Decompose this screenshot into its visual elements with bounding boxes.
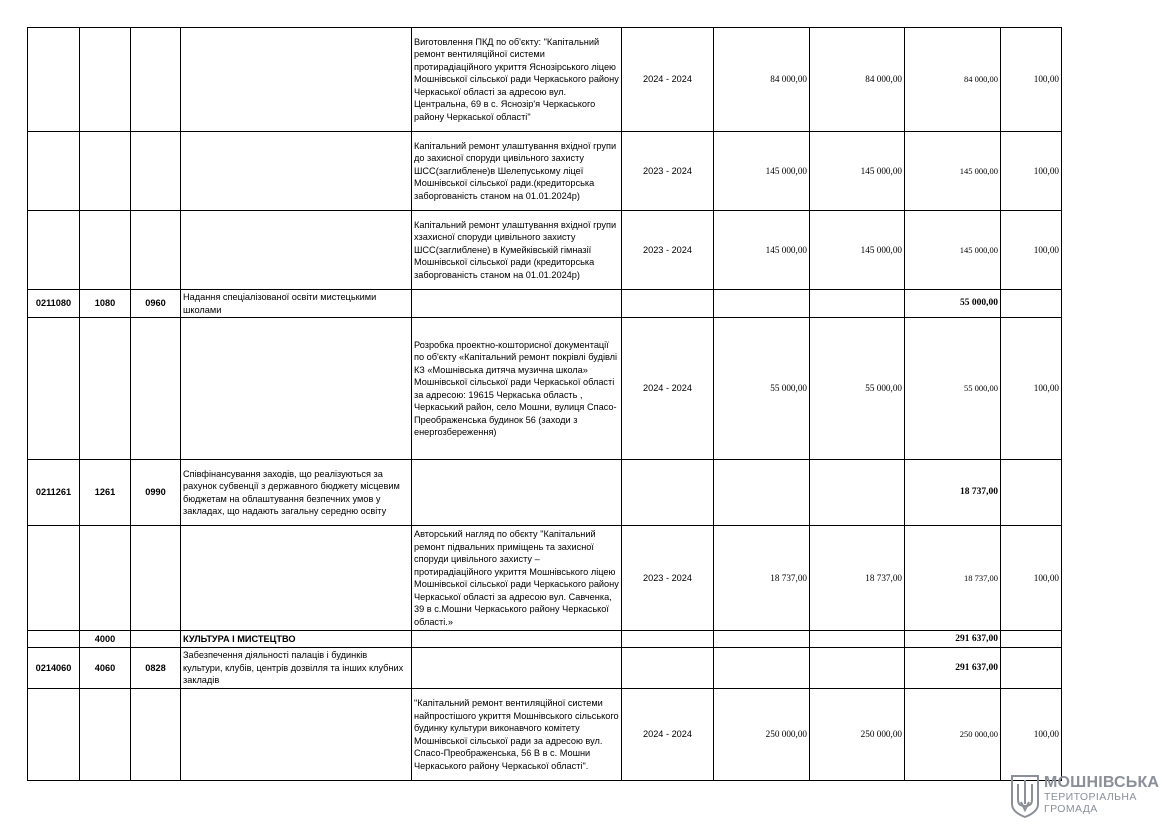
table-row — [28, 460, 1062, 526]
program-code — [28, 526, 80, 631]
table-row — [28, 631, 1062, 648]
table-row — [28, 648, 1062, 689]
program-name: Забезпечення діяльності палаців і будинків культури, клубів, центрів дозвілля та інших клубних закладів — [181, 648, 412, 689]
function-code — [80, 28, 131, 132]
allocated-amount: 84 000,00 — [905, 28, 1001, 132]
period: 2023 - 2024 — [622, 526, 714, 631]
program-code: 0211261 — [28, 460, 80, 526]
total-cost: 145 000,00 — [714, 211, 810, 290]
remaining-cost — [810, 460, 905, 526]
period — [622, 460, 714, 526]
total-cost: 250 000,00 — [714, 689, 810, 781]
remaining-cost: 18 737,00 — [810, 526, 905, 631]
object-description — [412, 631, 622, 648]
total-cost — [714, 631, 810, 648]
remaining-cost: 250 000,00 — [810, 689, 905, 781]
classification-code — [131, 631, 181, 648]
allocated-amount: 18 737,00 — [905, 460, 1001, 526]
object-description: Капітальний ремонт улаштування вхідної групи хзахисної споруди цивільного захисту ШСС(заглиблене) в Кумейківській гімназії Мошнівської сільської ради (кредиторська заборгованість станом на 01.01.2024р) — [412, 211, 622, 290]
function-code — [80, 211, 131, 290]
table-row — [28, 318, 1062, 460]
period — [622, 290, 714, 318]
allocated-amount: 250 000,00 — [905, 689, 1001, 781]
remaining-cost: 84 000,00 — [810, 28, 905, 132]
classification-code — [131, 689, 181, 781]
function-code — [80, 132, 131, 211]
period: 2023 - 2024 — [622, 211, 714, 290]
remaining-cost — [810, 290, 905, 318]
remaining-cost: 145 000,00 — [810, 211, 905, 290]
table-row — [28, 28, 1062, 132]
program-name — [181, 526, 412, 631]
program-name — [181, 211, 412, 290]
classification-code — [131, 526, 181, 631]
function-code: 4000 — [80, 631, 131, 648]
program-code — [28, 211, 80, 290]
classification-code: 0960 — [131, 290, 181, 318]
object-description: Авторський нагляд по обєкту "Капітальний ремонт підвальних приміщень та захисної споруди цивільного захисту – протирадіаційного укриття Мошнівського ліцею Мошнівської сільської ради Черкаського району Черкаської області за адресою вул. Савченка, 39 в с.Мошни Черкаського району Черкаської області.» — [412, 526, 622, 631]
period: 2024 - 2024 — [622, 28, 714, 132]
allocated-amount: 145 000,00 — [905, 211, 1001, 290]
object-description: "Капітальний ремонт вентиляційної системи найпростішого укриття Мошнівського сільського будинку культури виконавчого комітету Мошнівської сільської ради за адресою вул. Спасо-Преображенська, 56 В в с. Мошни Черкаського району Черкаської області". — [412, 689, 622, 781]
readiness-percent — [1001, 648, 1062, 689]
table-row — [28, 290, 1062, 318]
classification-code — [131, 132, 181, 211]
total-cost — [714, 460, 810, 526]
function-code — [80, 526, 131, 631]
function-code: 4060 — [80, 648, 131, 689]
program-code — [28, 318, 80, 460]
readiness-percent — [1001, 631, 1062, 648]
remaining-cost — [810, 648, 905, 689]
program-name — [181, 28, 412, 132]
program-name — [181, 689, 412, 781]
readiness-percent: 100,00 — [1001, 689, 1062, 781]
table-row — [28, 211, 1062, 290]
total-cost: 18 737,00 — [714, 526, 810, 631]
program-name: Надання спеціалізованої освіти мистецькими школами — [181, 290, 412, 318]
table-row — [28, 132, 1062, 211]
object-description — [412, 290, 622, 318]
total-cost — [714, 290, 810, 318]
trident-emblem-icon — [1010, 774, 1040, 818]
classification-code: 0828 — [131, 648, 181, 689]
logo-subtitle: ТЕРИТОРІАЛЬНА — [1044, 791, 1137, 803]
period: 2024 - 2024 — [622, 689, 714, 781]
program-name — [181, 132, 412, 211]
logo-title: МОШНІВСЬКА — [1044, 774, 1160, 791]
object-description: Виготовлення ПКД по об'єкту: "Капітальний ремонт вентиляційної системи протирадіаційного укриття Яснозірського ліцею Мошнівської сільської ради Черкаського району Черкаської області за адресою вул. Центральна, 69 в с. Яснозір'я Черкаського району Черкаської області" — [412, 28, 622, 132]
object-description — [412, 648, 622, 689]
classification-code — [131, 318, 181, 460]
readiness-percent: 100,00 — [1001, 28, 1062, 132]
allocated-amount: 291 637,00 — [905, 631, 1001, 648]
total-cost — [714, 648, 810, 689]
readiness-percent: 100,00 — [1001, 132, 1062, 211]
readiness-percent: 100,00 — [1001, 211, 1062, 290]
budget-table — [27, 27, 1062, 781]
period — [622, 631, 714, 648]
remaining-cost: 145 000,00 — [810, 132, 905, 211]
remaining-cost: 55 000,00 — [810, 318, 905, 460]
allocated-amount: 55 000,00 — [905, 290, 1001, 318]
program-name: Співфінансування заходів, що реалізуються за рахунок субвенції з державного бюджету місцевим бюджетам на облаштування безпечних умов у закладах, що надають загальну середню освіту — [181, 460, 412, 526]
allocated-amount: 55 000,00 — [905, 318, 1001, 460]
total-cost: 145 000,00 — [714, 132, 810, 211]
total-cost: 55 000,00 — [714, 318, 810, 460]
program-code — [28, 132, 80, 211]
classification-code: 0990 — [131, 460, 181, 526]
object-description: Капітальний ремонт улаштування вхідної групи до захисної споруди цивільного захисту ШСС(заглиблене)в Шелепуському ліцеї Мошнівської сільської ради.(кредиторська заборгованість станом на 01.01.2024р) — [412, 132, 622, 211]
program-name: КУЛЬТУРА І МИСТЕЦТВО — [181, 631, 412, 648]
readiness-percent: 100,00 — [1001, 526, 1062, 631]
period — [622, 648, 714, 689]
program-code: 0211080 — [28, 290, 80, 318]
function-code: 1261 — [80, 460, 131, 526]
readiness-percent — [1001, 460, 1062, 526]
table-row — [28, 689, 1062, 781]
classification-code — [131, 28, 181, 132]
period: 2024 - 2024 — [622, 318, 714, 460]
allocated-amount: 291 637,00 — [905, 648, 1001, 689]
program-code — [28, 689, 80, 781]
table-row — [28, 526, 1062, 631]
object-description: Розробка проектно-кошторисної документації по об'єкту «Капітальний ремонт покрівлі будівлі КЗ «Мошнівська дитяча музична школа» Мошнівської сільської ради Черкаської області за адресою: 19615 Черкаська область , Черкаський район, село Мошни, вулиця Спасо-Преображенська будинок 56 (заходи з енергозбереження) — [412, 318, 622, 460]
program-code: 0214060 — [28, 648, 80, 689]
readiness-percent — [1001, 290, 1062, 318]
community-logo — [1010, 774, 1160, 818]
logo-subtitle-2: ГРОМАДА — [1044, 803, 1098, 815]
program-code — [28, 631, 80, 648]
remaining-cost — [810, 631, 905, 648]
function-code — [80, 318, 131, 460]
program-name — [181, 318, 412, 460]
object-description — [412, 460, 622, 526]
function-code: 1080 — [80, 290, 131, 318]
function-code — [80, 689, 131, 781]
allocated-amount: 145 000,00 — [905, 132, 1001, 211]
classification-code — [131, 211, 181, 290]
program-code — [28, 28, 80, 132]
period: 2023 - 2024 — [622, 132, 714, 211]
readiness-percent: 100,00 — [1001, 318, 1062, 460]
allocated-amount: 18 737,00 — [905, 526, 1001, 631]
total-cost: 84 000,00 — [714, 28, 810, 132]
